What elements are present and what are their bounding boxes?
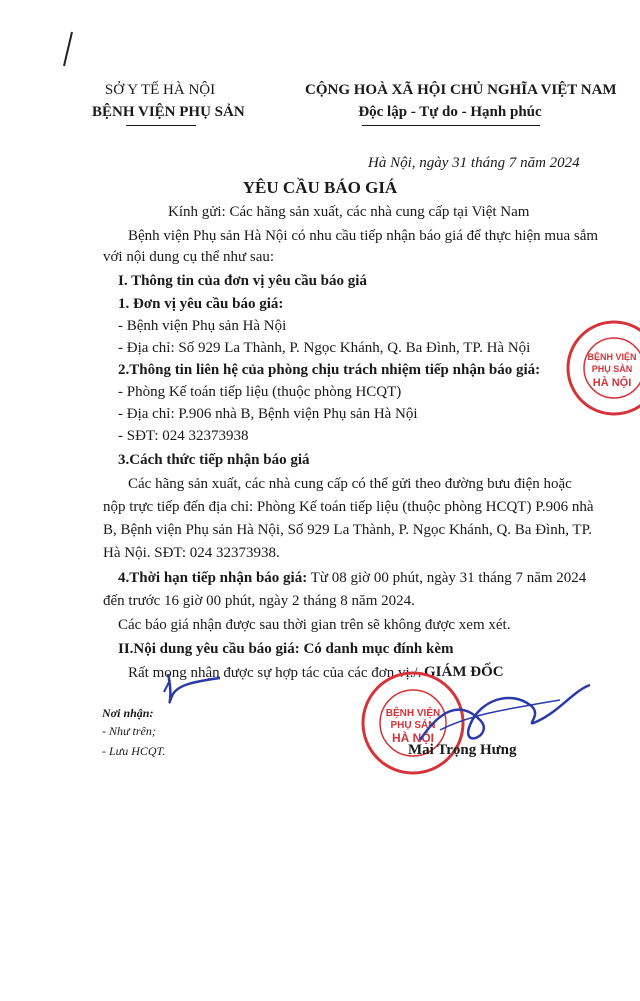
intro-line-2: với nội dung cụ thể như sau: — [103, 249, 275, 265]
margin-stamp-line-1: BỆNH VIỆN — [587, 352, 637, 362]
section1-sub3-heading: 3.Cách thức tiếp nhận báo giá — [118, 452, 310, 468]
document-title: YÊU CẦU BÁO GIÁ — [242, 178, 398, 197]
header-hospital: BỆNH VIỆN PHỤ SẢN — [92, 104, 245, 120]
late-note: Các báo giá nhận được sau thời gian trên sẽ không được xem xét. — [118, 617, 511, 633]
section1-heading: I. Thông tin của đơn vị yêu cầu báo giá — [118, 273, 367, 289]
section1-sub3-line: Hà Nội. SĐT: 024 32373938. — [103, 545, 280, 561]
recipients-item: - Như trên; — [102, 724, 156, 738]
section1-sub2-item: - Phòng Kế toán tiếp liệu (thuộc phòng HCQT) — [118, 384, 402, 400]
section1-sub1-heading: 1. Đơn vị yêu cầu báo giá: — [118, 296, 284, 312]
date-line: Hà Nội, ngày 31 tháng 7 năm 2024 — [368, 155, 580, 171]
header-motto: Độc lập - Tự do - Hạnh phúc — [358, 104, 542, 120]
stamp-line-3: HÀ NỘI — [392, 731, 434, 745]
recipient-line: Kính gửi: Các hãng sản xuất, các nhà cung cấp tại Việt Nam — [168, 204, 530, 220]
section2-label: II.Nội dung yêu cầu báo giá: — [118, 641, 300, 657]
section1-sub1-item: - Bệnh viện Phụ sản Hà Nội — [118, 318, 287, 334]
recipients-item: - Lưu HCQT. — [102, 744, 166, 758]
header-republic: CỘNG HOÀ XÃ HỘI CHỦ NGHĨA VIỆT NAM — [305, 82, 617, 98]
section1-sub3-line: nộp trực tiếp đến địa chỉ: Phòng Kế toán tiếp liệu (thuộc phòng HCQT) P.906 nhà — [103, 499, 594, 515]
margin-stamp-line-3: HÀ NỘI — [592, 377, 632, 389]
section1-sub1-item: - Địa chỉ: Số 929 La Thành, P. Ngọc Khánh, Q. Ba Đình, TP. Hà Nội — [118, 340, 531, 356]
initials-signature-icon — [160, 670, 230, 720]
section1-sub4-label: 4.Thời hạn tiếp nhận báo giá: — [118, 570, 308, 586]
signature-title: GIÁM ĐỐC — [424, 664, 504, 680]
section1-sub4-rest: Từ 08 giờ 00 phút, ngày 31 tháng 7 năm 2024 — [307, 570, 587, 586]
pen-mark-icon — [60, 30, 80, 70]
section1-sub2-item: - Địa chỉ: P.906 nhà B, Bệnh viện Phụ sản Hà Nội — [118, 406, 418, 422]
section1-sub2-heading: 2.Thông tin liên hệ của phòng chịu trách nhiệm tiếp nhận báo giá: — [118, 362, 541, 378]
section2-heading — [118, 641, 454, 658]
header-right-rule — [362, 125, 540, 126]
stamp-line-2: PHỤ SẢN — [390, 720, 436, 731]
margin-stamp-icon — [562, 320, 640, 430]
section1-sub4-line-1 — [118, 570, 586, 587]
section1-sub2-item: - SĐT: 024 32373938 — [118, 428, 249, 444]
recipients-label: Nơi nhận: — [102, 706, 154, 720]
header-ministry: SỞ Y TẾ HÀ NỘI — [104, 82, 216, 98]
signer-name: Mai Trọng Hưng — [408, 742, 517, 758]
section2-rest: Có danh mục đính kèm — [299, 641, 454, 657]
margin-stamp-line-2: PHỤ SẢN — [591, 364, 633, 374]
closing-line: Rất mong nhận được sự hợp tác của các đơn vị./. — [128, 665, 422, 681]
header-left-rule — [126, 125, 196, 126]
section1-sub3-line: Các hãng sản xuất, các nhà cung cấp có thể gửi theo đường bưu điện hoặc — [128, 476, 572, 492]
section1-sub3-line: B, Bệnh viện Phụ sản Hà Nội, Số 929 La Thành, P. Ngọc Khánh, Q. Ba Đình, TP. — [103, 522, 593, 538]
section1-sub4-line-2: đến trước 16 giờ 00 phút, ngày 2 tháng 8 năm 2024. — [103, 593, 415, 609]
stamp-line-1: BỆNH VIỆN — [385, 708, 441, 719]
intro-line-1: Bệnh viện Phụ sản Hà Nội có nhu cầu tiếp nhận báo giá để thực hiện mua sắm — [128, 228, 599, 244]
